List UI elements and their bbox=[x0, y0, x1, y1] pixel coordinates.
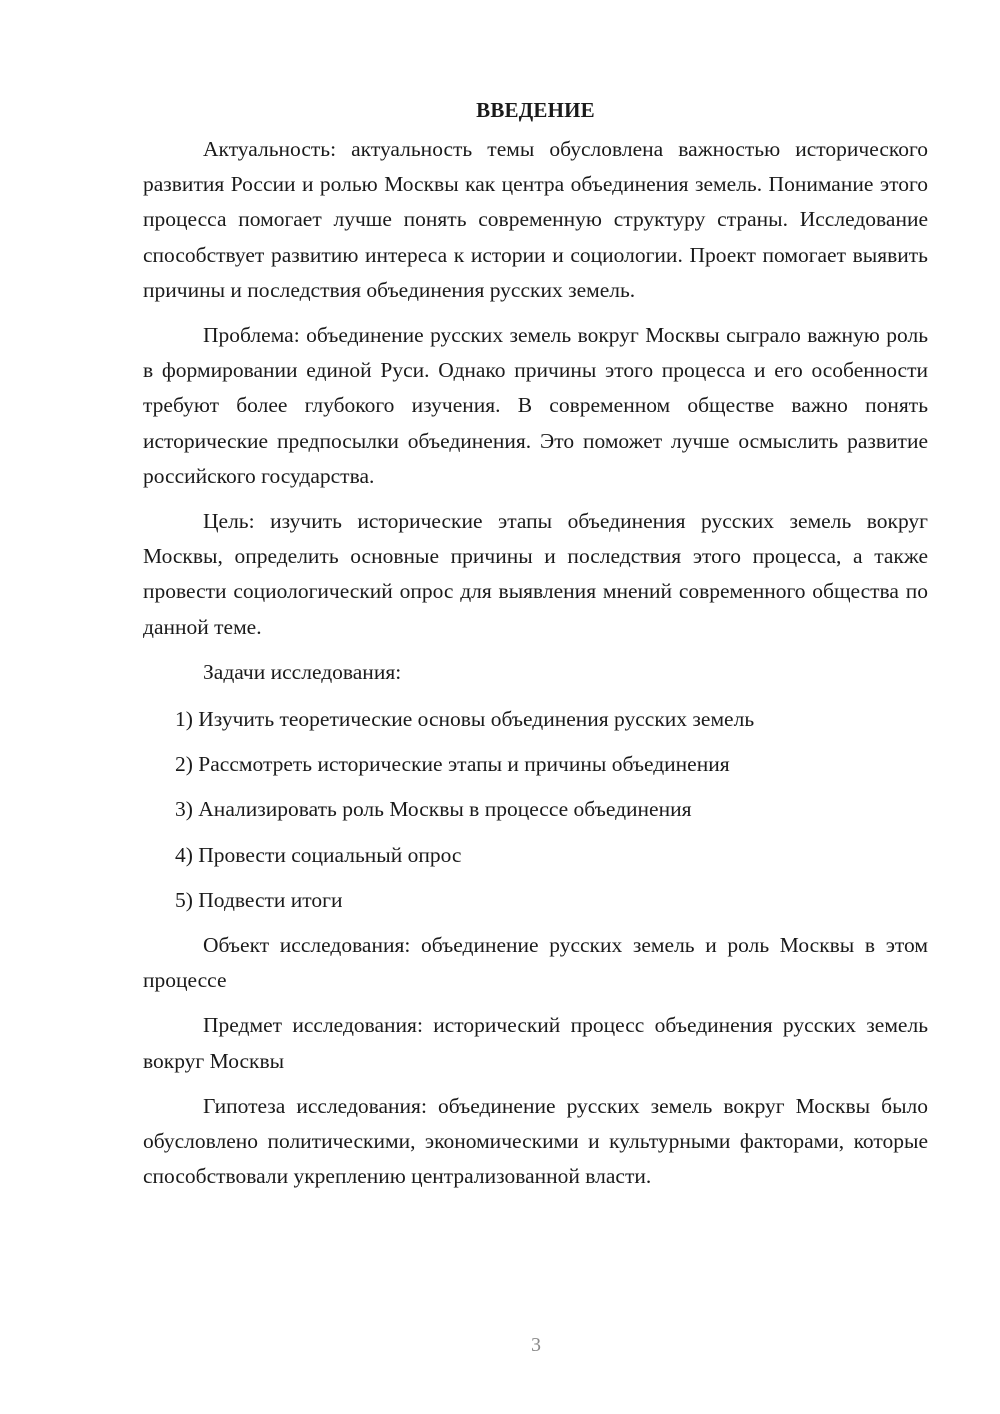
tasks-heading: Задачи исследования: bbox=[203, 659, 402, 684]
list-item: 5) Подвести итоги bbox=[175, 887, 343, 912]
subject-paragraph: Предмет исследования: исторический процесс объединения русских земель вокруг Москвы bbox=[143, 1013, 928, 1073]
hypothesis-paragraph: Гипотеза исследования: объединение русских земель вокруг Москвы было обусловлено политическими, экономическими и культурными факторами, которые способствовали укреплению централизованной власти. bbox=[143, 1093, 928, 1189]
document-page bbox=[143, 88, 928, 1204]
page-title: ВВЕДЕНИЕ bbox=[476, 98, 595, 122]
list-item: 1) Изучить теоретические основы объединения русских земель bbox=[175, 707, 755, 732]
goal-paragraph: Цель: изучить исторические этапы объединения русских земель вокруг Москвы, определить основные причины и последствия этого процесса, а также провести социологический опрос для выявления мнений современного общества по данной теме. bbox=[143, 509, 928, 639]
list-item: 4) Провести социальный опрос bbox=[175, 842, 462, 867]
list-item: 3) Анализировать роль Москвы в процессе объединения bbox=[175, 797, 692, 822]
page-number: 3 bbox=[531, 1334, 541, 1356]
tasks-list bbox=[143, 702, 928, 918]
object-paragraph: Объект исследования: объединение русских земель и роль Москвы в этом процессе bbox=[143, 933, 928, 993]
relevance-paragraph: Актуальность: актуальность темы обусловлена важностью исторического развития России и ролью Москвы как центра объединения земель. Понимание этого процесса помогает лучше понять современную структуру страны. Исследование способствует развитию интереса к истории и социологии. Проект помогает выявить причины и последствия объединения русских земель. bbox=[143, 137, 928, 302]
list-item: 2) Рассмотреть исторические этапы и причины объединения bbox=[175, 752, 730, 777]
problem-paragraph: Проблема: объединение русских земель вокруг Москвы сыграло важную роль в формировании единой Руси. Однако причины этого процесса и его особенности требуют более глубокого изучения. В современном обществе важно понять исторические предпосылки объединения. Это поможет лучше осмыслить развитие российского государства. bbox=[143, 323, 928, 488]
